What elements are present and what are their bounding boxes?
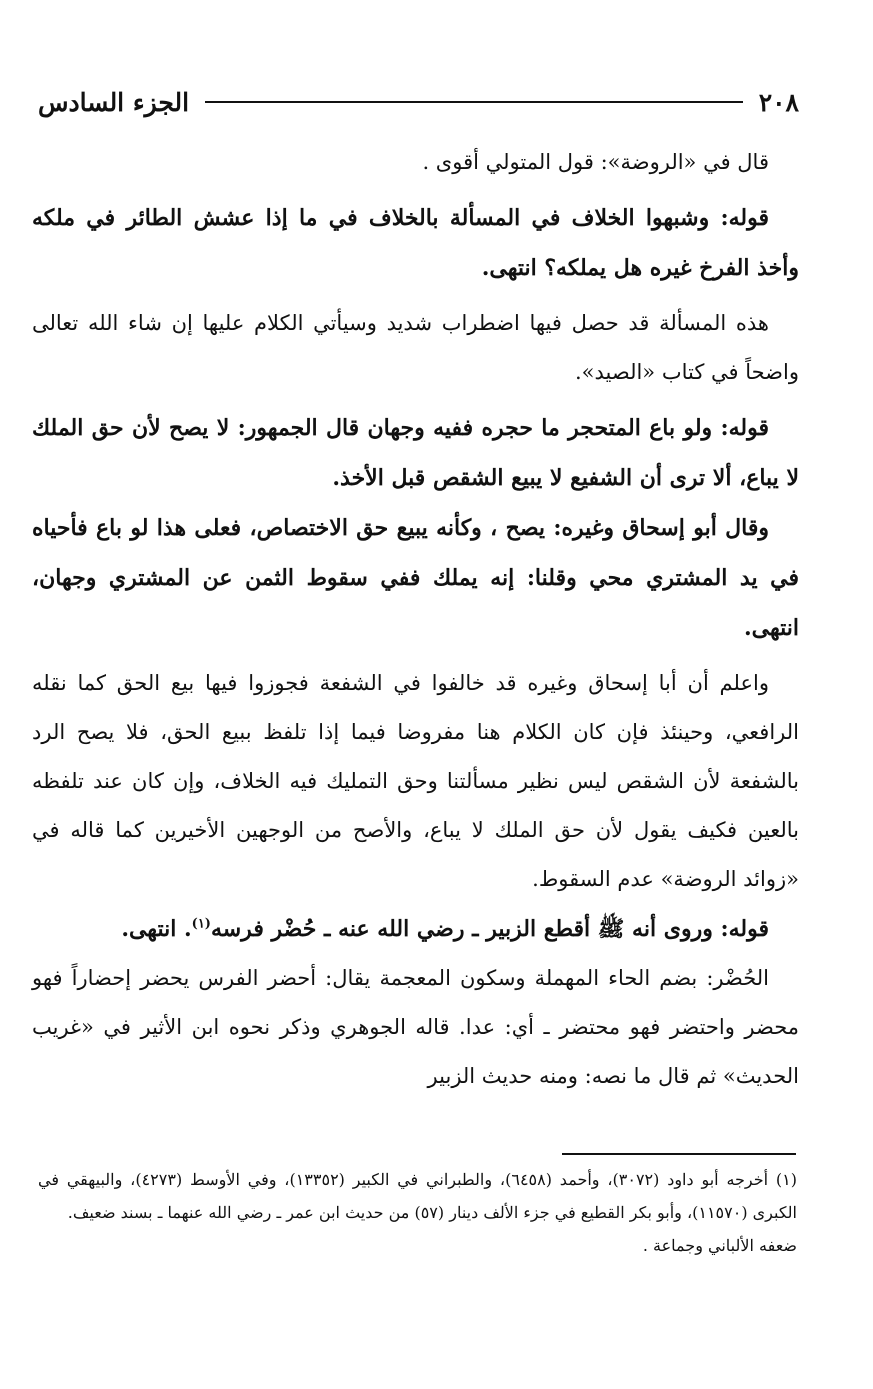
page-header (38, 82, 799, 122)
footnote-1: (١) أخرجه أبو داود (٣٠٧٢)، وأحمد (٦٤٥٨)، والطبراني في الكبير (١٣٣٥٢)، وفي الأوسط (٤٢٧٣)، والبيهقي في الكبرى (١١٥٧٠)، وأبو بكر القطيع في جزء الألف دينار (٥٧) من حديث ابن عمر ـ رضي الله عنهما ـ بسند ضعيف. (38, 1170, 798, 1222)
quote-abu-ishaq: وقال أبو إسحاق وغيره: يصح ، وكأنه يبيع حق الاختصاص، فعلى هذا لو باع فأحياه في يد المشتري محي وقلنا: إنه يملك ففي سقوط الثمن عن المشتري وجهان، انتهى. (32, 515, 799, 641)
quote-bird-nest: قوله: وشبهوا الخلاف في المسألة بالخلاف في ما إذا عشش الطائر في ملكه وأخذ الفرخ غيره هل يملكه؟ انتهى. (32, 205, 799, 281)
footnotes (38, 1163, 797, 1262)
page-number: ٢٠٨ (758, 87, 799, 117)
paragraph-issue: هذه المسألة قد حصل فيها اضطراب شديد وسيأتي الكلام عليها إن شاء الله تعالى واضحاً في كتاب «الصيد». (32, 311, 799, 384)
quote-sale-of-enclosure: قوله: ولو باع المتحجر ما حجره ففيه وجهان قال الجمهور: لا يصح لأن حق الملك لا يباع، ألا ترى أن الشفيع لا يبيع الشقص قبل الأخذ. (32, 415, 799, 491)
main-text (32, 138, 799, 1101)
quote-hadith-text: قوله: وروى أنه ﷺ أقطع الزبير ـ رضي الله عنه ـ حُضْر فرسه (210, 916, 769, 942)
paragraph-hudr-definition: الحُضْر: بضم الحاء المهملة وسكون المعجمة يقال: أحضر الفرس يحضر إحضاراً فهو محضر واحتضر فهو محتضر ـ أي: عدا. قاله الجوهري وذكر نحوه ابن الأثير في «غريب الحديث» ثم قال ما نصه: ومنه حديث الزبير (32, 966, 799, 1088)
footnote-rule (562, 1153, 796, 1155)
paragraph-shufa: واعلم أن أبا إسحاق وغيره قد خالفوا في الشفعة فجوزوا فيها بيع الحق كما نقله الرافعي، وحينئذ فإن كان الكلام هنا مفروضا فيما إذا تلفظ ببيع الحق، فلا يصح الرد بالشفعة لأن الشقص ليس نظير مسألتنا وحق التمليك فيه الخلاف، وإن كان عند تلفظه بالعين فكيف يقول لأن حق الملك لا يباع، والأصح من الوجهين الأخيرين كما قاله في «زوائد الروضة» عدم السقوط. (32, 671, 799, 891)
quote-hadith-tail: . انتهى. (121, 916, 192, 942)
paragraph-rawda: قال في «الروضة»: قول المتولي أقوى . (422, 150, 769, 174)
quote-hadith-zubair (32, 904, 799, 954)
footnote-1-continuation: ضعفه الألباني وجماعة . (642, 1236, 797, 1255)
header-rule (205, 101, 743, 103)
footnote-marker[interactable]: (١) (191, 916, 211, 932)
running-title: الجزء السادس (38, 87, 190, 117)
